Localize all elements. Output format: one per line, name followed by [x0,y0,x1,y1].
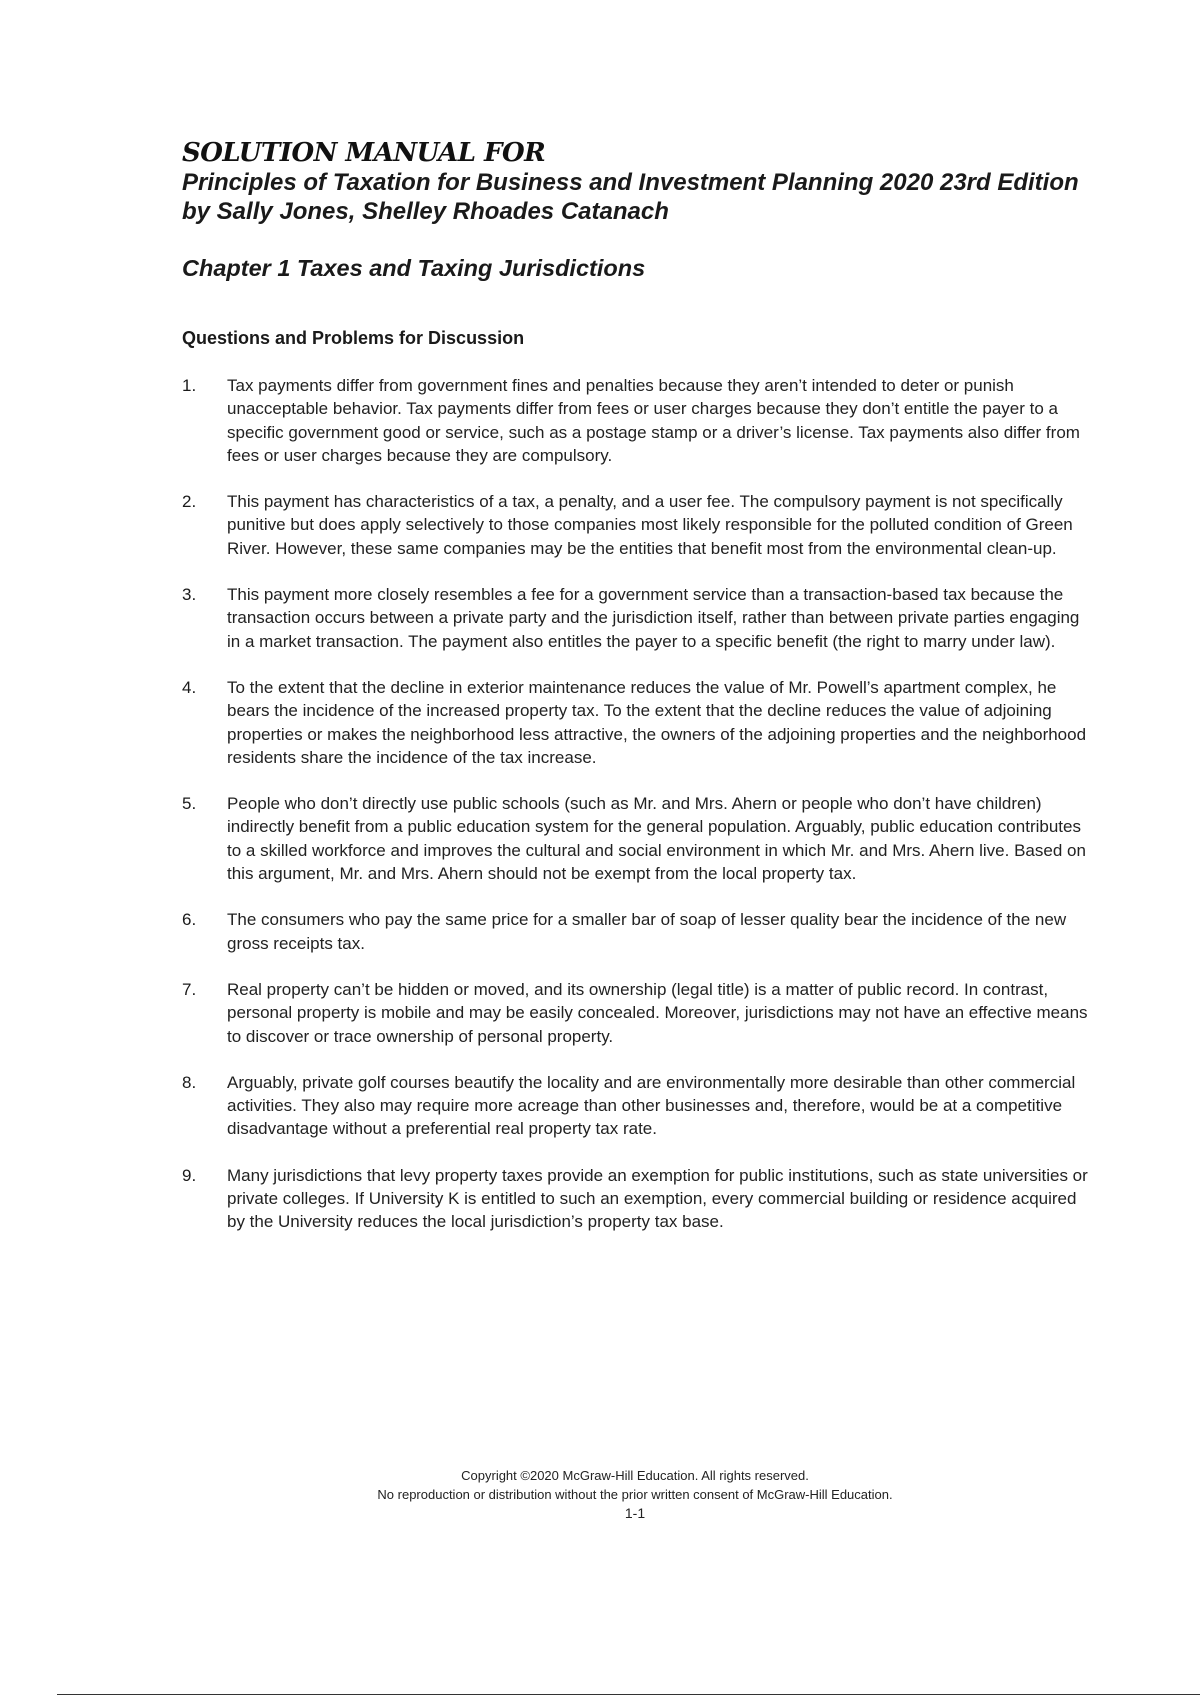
reproduction-notice: No reproduction or distribution without the prior written consent of McGraw-Hill Education. [377,1487,893,1502]
page-footer [0,1466,1200,1523]
answer-number: 1. [182,376,197,395]
answer-text: Arguably, private golf courses beautify the locality and are environmentally more desirable than other commercial activities. They also may require more acreage than other businesses and, therefore, would be at a competitive disadvantage without a preferential real property tax rate. [227,1072,1076,1139]
answer-text: This payment has characteristics of a tax, a penalty, and a user fee. The compulsory payment is not specifically punitive but does apply selectively to those companies most likely responsible for the polluted condition of Green River. However, these same companies may be the entities that benefit most from the environmental clean-up. [227,492,1073,558]
page-number: 1-1 [624,1505,646,1521]
answer-number: 3. [182,585,197,605]
answer-number: 4. [182,677,197,697]
copyright-line: Copyright ©2020 McGraw-Hill Education. All rights reserved. [461,1468,809,1483]
answer-item [182,676,1097,769]
answer-item [182,908,1097,955]
answer-item [182,583,1097,653]
answer-item [182,490,1097,560]
manual-label: SOLUTION MANUAL FOR [182,138,546,168]
answer-text: Many jurisdictions that levy property taxes provide an exemption for public institutions, such as state universities or private colleges. If University K is entitled to such an exemption, every commercial building or residence acquired by the University reduces the local jurisdiction’s property tax base. [227,1165,1088,1232]
answer-text: Tax payments differ from government fines and penalties because they aren’t intended to deter or punish unacceptable behavior. Tax payments differ from fees or user charges because they don’t entitle the payer to a specific government good or service, such as a postage stamp or a driver’s license. Tax payments also differ from fees or user charges because they are compulsory. [227,376,1080,465]
bottom-divider [57,1694,1200,1695]
section-heading: Questions and Problems for Discussion [182,328,525,348]
chapter-title: Chapter 1 Taxes and Taxing Jurisdictions [182,255,646,281]
answer-number: 9. [182,1165,197,1185]
document-header [182,138,1122,226]
answer-item [182,374,1097,467]
answer-item [182,1071,1097,1141]
answer-item [182,1164,1097,1234]
answer-number: 7. [182,979,197,999]
answer-item [182,978,1097,1048]
answer-text: Real property can’t be hidden or moved, and its ownership (legal title) is a matter of public record. In contrast, personal property is mobile and may be easily concealed. Moreover, jurisdictions may not have an effective means to discover or trace ownership of personal property. [227,979,1088,1046]
answer-number: 6. [182,910,197,930]
answer-item [182,792,1097,885]
answer-text: This payment more closely resembles a fee for a government service than a transaction-based tax because the transaction occurs between a private party and the jurisdiction itself, rather than between private parties engaging in a market transaction. The payment also entitles the payer to a specific benefit (the right to marry under law). [227,585,1080,651]
answer-text: The consumers who pay the same price for a smaller bar of soap of lesser quality bear the incidence of the new gross receipts tax. [227,910,1067,953]
book-title-line-2: by Sally Jones, Shelley Rhoades Catanach [182,198,669,225]
answer-text: People who don’t directly use public schools (such as Mr. and Mrs. Ahern or people who don’t have children) indirectly benefit from a public education system for the general population. Arguably, public education contributes to a skilled workforce and improves the cultural and social environment in which Mr. and Mrs. Ahern live. Based on this argument, Mr. and Mrs. Ahern should not be exempt from the local property tax. [227,794,1086,884]
book-title-line-1: Principles of Taxation for Business and Investment Planning 2020 23rd Edition [182,169,1079,196]
answer-number: 2. [182,492,197,512]
answer-text: To the extent that the decline in exterior maintenance reduces the value of Mr. Powell’s apartment complex, he bears the incidence of the increased property tax. To the extent that the decline reduces the value of adjoining properties or makes the neighborhood less attractive, the owners of the adjoining properties and the neighborhood residents share the incidence of the tax increase. [227,677,1087,767]
answer-list [182,374,1097,1257]
answer-number: 8. [182,1072,197,1092]
answer-number: 5. [182,794,197,814]
